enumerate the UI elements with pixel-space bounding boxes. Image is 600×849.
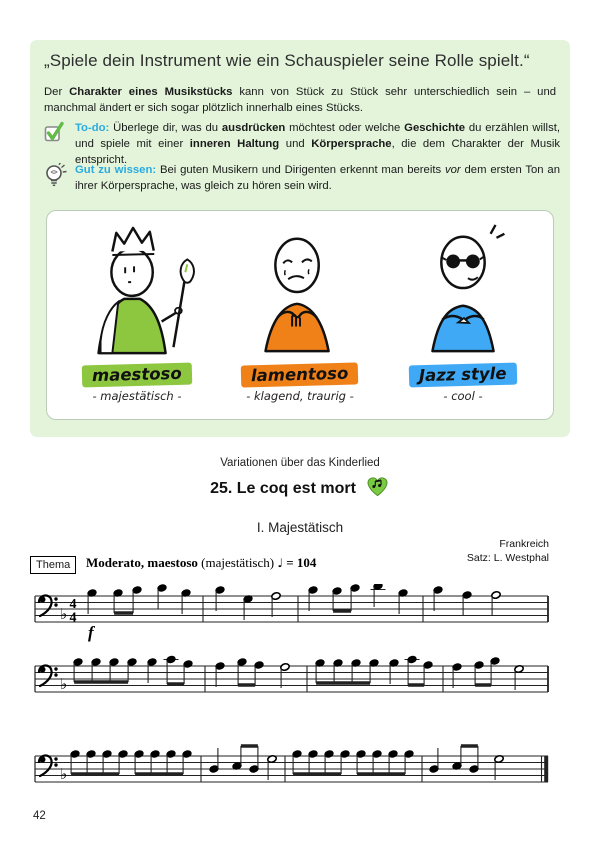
svg-text:♭: ♭ xyxy=(60,765,68,783)
figure-jazz-style xyxy=(383,221,543,403)
todo-row xyxy=(44,120,560,168)
info-box xyxy=(30,40,570,437)
king-figure-icon xyxy=(62,221,212,359)
tempo-translation: (majestätisch) xyxy=(201,555,275,570)
cool-figure-icon xyxy=(388,221,538,359)
todo-text: To-do: Überlege dir, was du ausdrücken möchtest oder welche Geschichte du erzählen willst, und spiele mit einer inneren Haltung und Körpersprache, die dem Charakter der Musik entspricht. xyxy=(75,122,561,167)
series-title: Variationen über das Kinderlied xyxy=(220,457,380,469)
term-translation: - cool - xyxy=(443,389,483,403)
know-text: Gut zu wissen: Bei guten Musikern und Dirigenten erkennt man bereits vor dem ersten Ton an ihrer Körpersprache, was gleich zu hören sein wird. xyxy=(75,164,560,193)
piece-title: 25. Le coq est mort xyxy=(210,480,356,497)
quote-heading: „Spiele dein Instrument wie ein Schauspieler seine Rolle spielt.“ xyxy=(44,51,530,70)
svg-text:4: 4 xyxy=(69,597,77,612)
credits xyxy=(467,538,549,565)
svg-text:♭: ♭ xyxy=(60,605,68,623)
piece-title-row xyxy=(0,476,600,498)
heart-notes-icon xyxy=(365,476,390,497)
staff-1 xyxy=(0,584,600,650)
quarter-note-icon: ♩ xyxy=(277,556,284,570)
term-translation: - majestätisch - xyxy=(92,389,182,403)
movement-title: I. Majestätisch xyxy=(256,520,344,535)
svg-text:f: f xyxy=(88,623,94,642)
intro-paragraph: Der Charakter eines Musikstücks kann von Stück zu Stück sehr unterschiedlich sein – und manchmal ändert er sich sogar plötzlich innerhalb eines Stücks. xyxy=(44,86,557,115)
checkbox-check-icon xyxy=(44,121,66,148)
lightbulb-icon xyxy=(44,163,68,195)
figure-lamentoso xyxy=(220,221,380,403)
term-label: lamentoso xyxy=(241,362,359,387)
tempo-marking xyxy=(86,555,316,571)
term-translation: - klagend, traurig - xyxy=(246,389,354,403)
country-label: Frankreich xyxy=(499,538,549,550)
page-number: 42 xyxy=(33,810,46,822)
svg-text:4: 4 xyxy=(69,610,77,626)
term-label: Jazz style xyxy=(409,363,517,388)
svg-text:♭: ♭ xyxy=(60,675,68,693)
sad-figure-icon xyxy=(225,221,375,359)
know-row xyxy=(44,162,560,194)
staff-3 xyxy=(0,744,600,810)
term-label: maestoso xyxy=(82,363,192,388)
section-badge: Thema xyxy=(30,556,76,574)
tempo-bpm: = 104 xyxy=(286,555,317,570)
character-figure-box xyxy=(46,210,554,420)
tempo-words: Moderato, maestoso xyxy=(86,555,198,570)
figure-maestoso xyxy=(57,221,217,403)
arranger-label: Satz: L. Westphal xyxy=(466,551,549,564)
staff-2 xyxy=(0,654,600,720)
